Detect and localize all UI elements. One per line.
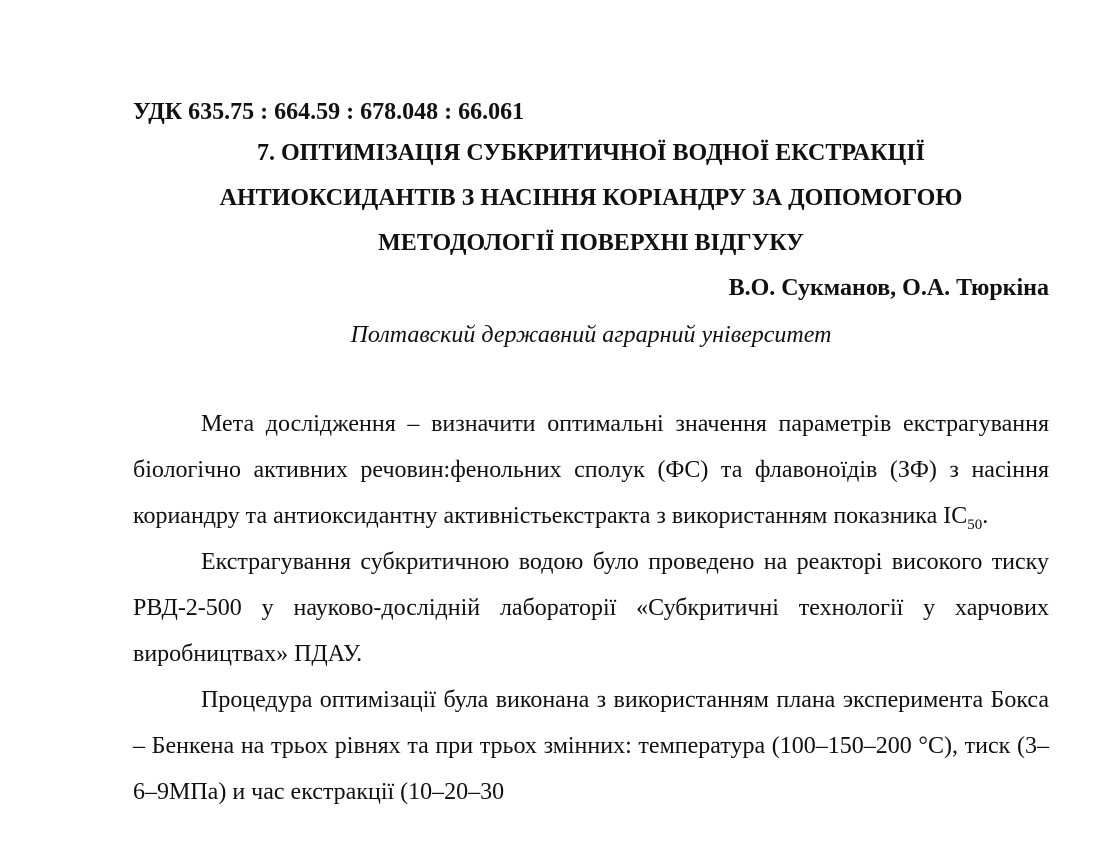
title-line-2: АНТИОКСИДАНТІВ З НАСІННЯ КОРІАНДРУ ЗА ДОПОМОГОЮ [219, 185, 963, 211]
paragraph-extraction: Екстрагування субкритичною водою було проведено на реакторі високого тиску РВД-2-500 у науково-дослідній лабораторії «Субкритичні технології у харчових виробництвах» ПДАУ. [133, 549, 1049, 667]
authors: В.О. Сукманов, О.А. Тюркіна [728, 275, 1049, 301]
affiliation: Полтавский державний аграрний університет [350, 322, 832, 348]
title-line-1: 7. ОПТИМІЗАЦІЯ СУБКРИТИЧНОЇ ВОДНОЇ ЕКСТРАКЦІЇ [256, 140, 926, 166]
title-line-3: МЕТОДОЛОГІЇ ПОВЕРХНІ ВІДГУКУ [378, 230, 804, 256]
paragraph-goal [133, 401, 1049, 539]
article-title [133, 131, 1049, 266]
document-page [133, 93, 1049, 815]
udk-code: УДК 635.75 : 664.59 : 678.048 : 66.061 [133, 99, 525, 125]
article-body [133, 401, 1049, 815]
ic50-subscript: 50 [967, 516, 983, 533]
paragraph-goal-text: Мета дослідження – визначити оптимальні значення параметрів екстрагування біологічно активних речовин:фенольних сполук (ФС) та флавоноїдів (ЗФ) з насіння кориандру та антиоксидантну активністьекстракта з використанням показника IC [133, 411, 1049, 529]
paragraph-goal-end: . [982, 503, 989, 529]
paragraph-optimization: Процедура оптимізації була виконана з використанням плана эксперимента Бокса – Бенкена на трьох рівнях та при трьох змінних: температура (100–150–200 °С), тиск (3–6–9МПа) и час екстракції (10–20–30 [133, 687, 1049, 805]
